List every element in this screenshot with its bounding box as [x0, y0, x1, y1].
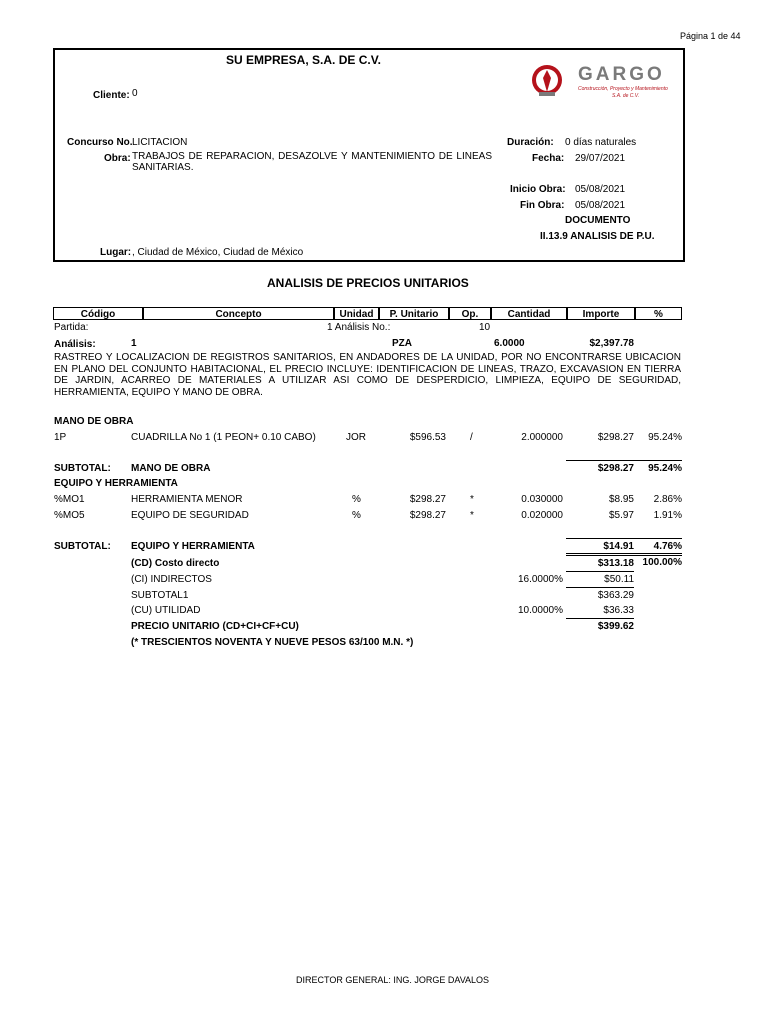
subtotal-rule	[566, 538, 682, 539]
row-code: %MO5	[54, 510, 85, 521]
ci-amount: $50.11	[604, 574, 634, 585]
logo-tagline: Construcción, Proyecto y Mantenimiento	[578, 86, 668, 92]
cd-pct: 100.00%	[642, 557, 682, 568]
analisis-code: 1	[131, 338, 137, 349]
row-code: 1P	[54, 432, 67, 443]
row-op: *	[470, 494, 474, 505]
cd-amount: $313.18	[597, 558, 634, 569]
fin-label: Fin Obra:	[520, 200, 565, 211]
cu-rate: 10.0000%	[517, 605, 563, 616]
th-unidad: Unidad	[334, 307, 379, 320]
mano-obra-heading: MANO DE OBRA	[54, 416, 134, 427]
row-pct: 2.86%	[653, 494, 682, 505]
row-op: /	[470, 432, 473, 443]
row-op: *	[470, 510, 474, 521]
fecha-label: Fecha:	[532, 153, 565, 164]
row-price: $596.53	[409, 432, 446, 443]
row-qty: 0.020000	[521, 510, 563, 521]
obra-value: TRABAJOS DE REPARACION, DESAZOLVE Y MANTENIMIENTO DE LINEAS SANITARIAS.	[132, 151, 492, 173]
analisis-amount: $2,397.78	[589, 338, 634, 349]
th-p-unitario: P. Unitario	[379, 307, 449, 320]
documento-value: II.13.9 ANALISIS DE P.U.	[540, 231, 655, 242]
footer-signature: DIRECTOR GENERAL: ING. JORGE DAVALOS	[296, 975, 490, 985]
row-concept: EQUIPO DE SEGURIDAD	[131, 510, 249, 521]
row-unit: JOR	[346, 432, 366, 443]
subtotal-amount: $14.91	[603, 541, 634, 552]
fin-value: 05/08/2021	[575, 200, 626, 211]
concurso-value: LICITACION	[132, 137, 188, 148]
th-importe: Importe	[567, 307, 635, 320]
row-price: $298.27	[409, 510, 446, 521]
concurso-label: Concurso No.	[67, 137, 133, 148]
row-unit: %	[352, 510, 361, 521]
analisis-unit: PZA	[392, 338, 412, 349]
row-qty: 0.030000	[521, 494, 563, 505]
ci-rate: 16.0000%	[517, 574, 563, 585]
row-unit: %	[352, 494, 361, 505]
th-codigo: Código	[53, 307, 143, 320]
equipo-heading: EQUIPO Y HERRAMIENTA	[54, 478, 178, 489]
analisis-description: RASTREO Y LOCALIZACION DE REGISTROS SANITARIOS, EN ANDADORES DE LA UNIDAD, POR NO ENCONTRARSE UBICACION EN PLANO DEL CONJUNTO HABITACIONAL, EL PRECIO INCLUYE: IDENTIFICACION DE LINEAS, TRAZO, EXCAVASION EN TIERRA DE JARDIN, ACARREO DE MATERIALES A UTILIZAR ASI COMO DE DESPERDICIO, LIMPIEZA, EQUIPO DE SEGURIDAD, HERRAMIENTA, EQUIPO Y MANO DE OBRA.	[54, 352, 681, 398]
page-number: Página 1 de 44	[680, 31, 741, 41]
row-amount: $8.95	[608, 494, 634, 505]
subtotal1-label: SUBTOTAL1	[131, 590, 189, 601]
subtotal1-amount: $363.29	[597, 590, 634, 601]
logo-emblem-icon	[530, 62, 566, 102]
fecha-value: 29/07/2021	[575, 153, 626, 164]
row-pct: 1.91%	[653, 510, 682, 521]
amount-in-words: (* TRESCIENTOS NOVENTA Y NUEVE PESOS 63/100 M.N. *)	[131, 637, 414, 648]
cliente-label: Cliente:	[93, 90, 130, 101]
documento-label: DOCUMENTO	[565, 215, 631, 226]
inicio-value: 05/08/2021	[575, 184, 626, 195]
partida-label: Partida:	[54, 322, 89, 333]
th-pct: %	[635, 307, 682, 320]
lugar-value: , Ciudad de México, Ciudad de México	[132, 247, 304, 258]
row-amount: $5.97	[608, 510, 634, 521]
page-title: ANALISIS DE PRECIOS UNITARIOS	[267, 276, 469, 290]
row-pct: 95.24%	[648, 432, 682, 443]
company-logo	[530, 60, 680, 104]
logo-text: GARGO	[578, 64, 665, 85]
subtotal-pct: 4.76%	[653, 541, 682, 552]
row-concept: HERRAMIENTA MENOR	[131, 494, 243, 505]
subtotal-rule	[566, 460, 682, 461]
th-concepto: Concepto	[143, 307, 334, 320]
company-name: SU EMPRESA, S.A. DE C.V.	[226, 53, 381, 67]
row-amount: $298.27	[597, 432, 634, 443]
lugar-label: Lugar:	[100, 247, 132, 258]
row-concept: CUADRILLA No 1 (1 PEON+ 0.10 CABO)	[131, 432, 316, 443]
duracion-value: 0 días naturales	[565, 137, 637, 148]
ci-label: (CI) INDIRECTOS	[131, 574, 212, 585]
subtotal-label: SUBTOTAL:	[54, 463, 111, 474]
summary-rule	[566, 618, 634, 619]
cu-label: (CU) UTILIDAD	[131, 605, 201, 616]
duracion-label: Duración:	[507, 137, 554, 148]
row-price: $298.27	[409, 494, 446, 505]
analisis-no-label: 1 Análisis No.:	[327, 322, 391, 333]
inicio-label: Inicio Obra:	[510, 184, 566, 195]
obra-label: Obra:	[104, 153, 131, 164]
subtotal-pct: 95.24%	[648, 463, 682, 474]
subtotal-label: SUBTOTAL:	[54, 541, 111, 552]
analisis-label: Análisis:	[54, 339, 96, 350]
cd-label: (CD) Costo directo	[131, 558, 220, 569]
summary-rule	[566, 571, 634, 572]
row-code: %MO1	[54, 494, 85, 505]
row-qty: 2.000000	[521, 432, 563, 443]
th-op: Op.	[449, 307, 491, 320]
cliente-value: 0	[132, 88, 138, 99]
pu-amount: $399.62	[597, 621, 634, 632]
th-cantidad: Cantidad	[491, 307, 567, 320]
analisis-no-value: 10	[479, 322, 491, 333]
cu-amount: $36.33	[603, 605, 634, 616]
logo-tagline-2: S.A. de C.V.	[612, 93, 640, 99]
total-double-rule	[566, 553, 682, 556]
subtotal-amount: $298.27	[597, 463, 634, 474]
summary-rule	[566, 587, 634, 588]
pu-label: PRECIO UNITARIO (CD+CI+CF+CU)	[131, 621, 299, 632]
analisis-quantity: 6.0000	[494, 338, 525, 349]
subtotal-name: MANO DE OBRA	[131, 463, 211, 474]
subtotal-name: EQUIPO Y HERRAMIENTA	[131, 541, 255, 552]
